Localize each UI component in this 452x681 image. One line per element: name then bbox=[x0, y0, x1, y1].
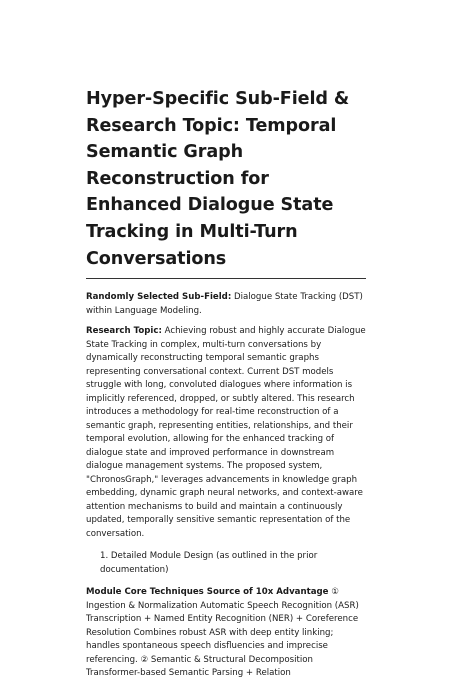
research-topic-label: Research Topic: bbox=[86, 326, 162, 337]
subfield-text: Dialogue State Tracking (DST) within Language Modeling. bbox=[86, 292, 363, 316]
title-divider bbox=[86, 278, 366, 279]
module-text: ① Ingestion & Normalization Automatic Speech Recognition (ASR) Transcription + Named Entity Recognition (NER) + Coreference Resolution Combines robust ASR with deep entity linking; handles spontaneous speech disfluencies and imprecise referencing. ② Semantic & Structural Decomposition Transformer-based Semantic Parsing + Relation bbox=[86, 587, 359, 679]
subfield-label: Randomly Selected Sub-Field: bbox=[86, 292, 232, 303]
research-topic-text: Achieving robust and highly accurate Dialogue State Tracking in complex, multi-turn conversations by dynamically reconstructing temporal semantic graphs representing conversational context. Current DST models struggle with long, convoluted dialogues where information is implicitly referenced, dropped, or subtly altered. This research introduces a methodology for real-time reconstruction of a semantic graph, representing entities, relationships, and their temporal evolution, allowing for the enhanced tracking of dialogue state and improved performance in downstream dialogue management systems. The proposed system, "ChronosGraph," leverages advancements in knowledge graph embedding, dynamic graph neural networks, and context-aware attention mechanisms to build and maintain a continuously updated, temporally sensitive semantic representation of the conversation. bbox=[86, 326, 366, 539]
document-title: Hyper-Specific Sub-Field & Research Topic: Temporal Semantic Graph Reconstruction for Enhanced Dialogue State Tracking in Multi-Turn Conversations bbox=[86, 89, 350, 269]
research-topic-paragraph bbox=[86, 325, 366, 541]
document-page bbox=[86, 86, 366, 681]
numbered-list bbox=[86, 550, 366, 577]
module-label: Module Core Techniques Source of 10x Advantage bbox=[86, 587, 329, 598]
module-paragraph bbox=[86, 586, 366, 681]
subfield-paragraph bbox=[86, 291, 366, 318]
list-item: 1. Detailed Module Design (as outlined in the prior documentation) bbox=[100, 551, 318, 575]
